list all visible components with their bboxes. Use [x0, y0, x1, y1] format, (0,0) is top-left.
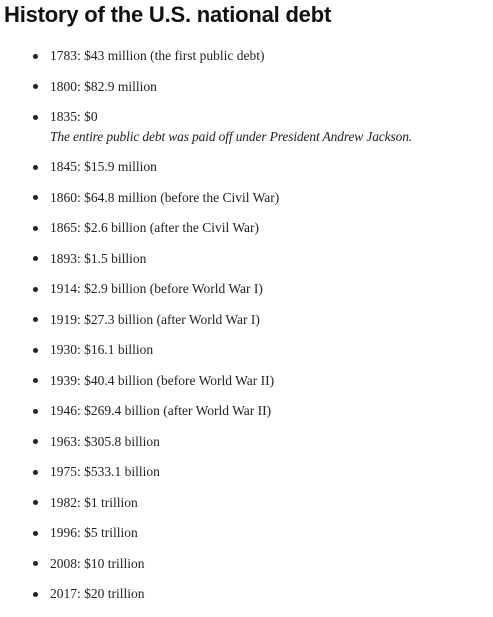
page-title: History of the U.S. national debt [4, 2, 332, 27]
list-item-text: 1865: $2.6 billion (after the Civil War) [50, 220, 259, 235]
list-item [0, 371, 493, 391]
list-item [0, 77, 493, 97]
list-item-text: 1914: $2.9 billion (before World War I) [50, 281, 263, 296]
list-item [0, 432, 493, 452]
list-item [0, 401, 493, 421]
list-item-text: 1982: $1 trillion [50, 494, 138, 510]
list-item [0, 340, 493, 360]
list-item [0, 46, 493, 66]
list-item-text: 1939: $40.4 billion (before World War II) [50, 372, 275, 388]
list-item [0, 310, 493, 330]
list-item [0, 157, 493, 177]
list-item [0, 107, 493, 146]
list-item-text: 1893: $1.5 billion [50, 250, 147, 266]
list-item [0, 218, 493, 238]
list-item [0, 584, 493, 604]
list-item-text: 1835: $0 [50, 109, 98, 124]
list-item-text: 1946: $269.4 billion (after World War II) [50, 403, 272, 418]
list-item-text: 1975: $533.1 billion [50, 464, 160, 479]
list-item-text: 1800: $82.9 million [50, 78, 157, 94]
list-item [0, 554, 493, 574]
list-item-text: 2008: $10 trillion [50, 555, 145, 571]
list-item-note: The entire public debt was paid off under President Andrew Jackson. [50, 128, 413, 144]
list-item [0, 279, 493, 299]
list-item-text: 1845: $15.9 million [50, 159, 157, 174]
list-item [0, 462, 493, 482]
list-item [0, 249, 493, 269]
list-item-text: 1783: $43 million (the first public debt) [50, 48, 265, 63]
list-item [0, 188, 493, 208]
list-item-text: 1919: $27.3 billion (after World War I) [50, 311, 260, 327]
list-item [0, 523, 493, 543]
list-item-text: 2017: $20 trillion [50, 586, 145, 601]
debt-history-list [0, 46, 493, 615]
list-item-text: 1963: $305.8 billion [50, 433, 160, 449]
list-item-text: 1930: $16.1 billion [50, 342, 154, 357]
list-item [0, 493, 493, 513]
list-item-text: 1860: $64.8 million (before the Civil War) [50, 189, 280, 205]
list-item-text: 1996: $5 trillion [50, 525, 138, 540]
